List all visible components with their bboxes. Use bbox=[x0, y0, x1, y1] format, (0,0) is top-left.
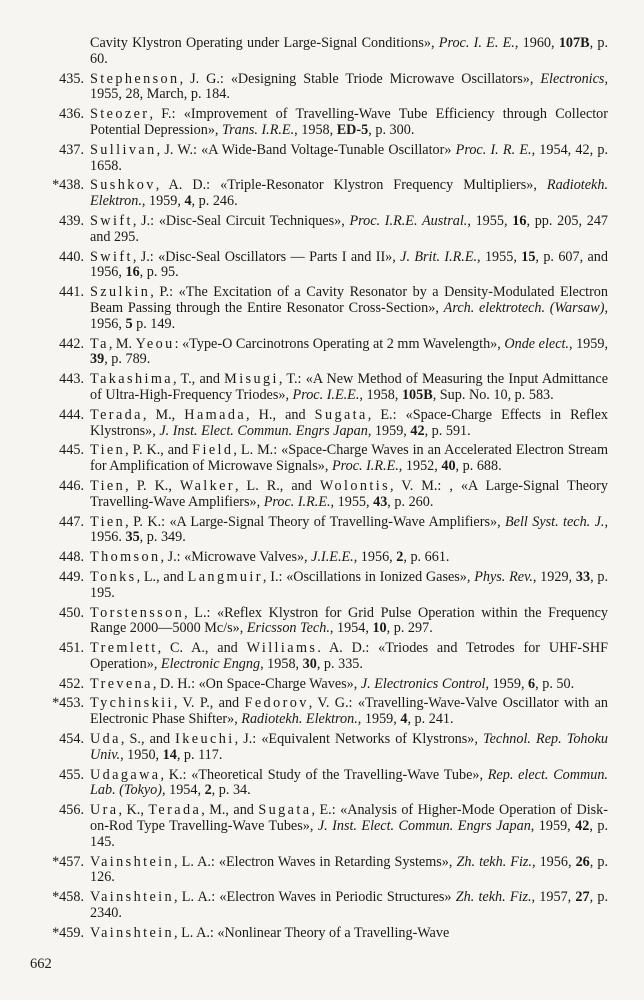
author-surname: Vainshtein bbox=[90, 853, 175, 870]
reference-text-segment: , 1929, bbox=[532, 568, 576, 585]
volume-number: 39 bbox=[90, 351, 105, 368]
reference-text-segment: Cavity Klystron Operating under Large-Signal Conditions», bbox=[90, 35, 439, 51]
reference-entry bbox=[30, 107, 608, 139]
reference-text-segment: , 1956, bbox=[90, 299, 609, 332]
reference-entry bbox=[30, 570, 608, 602]
reference-text-segment: , p. 60. bbox=[90, 35, 609, 67]
reference-text-segment: , L. A.: «Electron Waves in Retarding Systems», bbox=[174, 853, 457, 870]
journal-title: Zh. tekh. Fiz. bbox=[455, 889, 532, 906]
author-surname: Torstensson bbox=[90, 604, 185, 621]
reference-text bbox=[90, 732, 608, 764]
reference-text bbox=[90, 890, 608, 922]
journal-title: J. Inst. Elect. Commun. Engrs Japan bbox=[317, 818, 531, 835]
reference-text-segment: , p. 95. bbox=[139, 264, 179, 281]
author-surname: Ikeuchi bbox=[175, 731, 235, 748]
volume-number: 6 bbox=[528, 675, 536, 692]
author-surname: Tremlett bbox=[90, 640, 158, 657]
volume-number: 43 bbox=[373, 493, 388, 510]
reference-text-segment: , 1957, bbox=[531, 889, 576, 906]
journal-title: Bell Syst. tech. J. bbox=[505, 513, 605, 530]
reference-entry bbox=[30, 641, 608, 673]
reference-text-segment: , p. 789. bbox=[104, 351, 151, 368]
reference-list bbox=[30, 36, 608, 946]
reference-text-segment: , L.: «Reflex Klystron for Grid Pulse Operation within the Frequency Range 2000—5000 Mc/s», bbox=[90, 604, 608, 637]
reference-text bbox=[90, 372, 608, 404]
reference-entry bbox=[30, 408, 608, 440]
author-surname: Vainshtein bbox=[90, 889, 175, 906]
reference-text bbox=[90, 178, 608, 210]
reference-entry bbox=[30, 550, 608, 566]
author-surname: Walker bbox=[179, 477, 235, 494]
author-surname: Tien bbox=[90, 513, 126, 530]
reference-entry bbox=[30, 72, 608, 104]
journal-title: J.I.E.E. bbox=[311, 549, 354, 566]
volume-number: 10 bbox=[372, 620, 387, 637]
reference-text-segment: , J. G.: «Designing Stable Triode Microwave Oscillators», bbox=[179, 70, 541, 87]
reference-text-segment: , F.: «Improvement of Travelling-Wave Tube Efficiency through Collector Potential Depression», bbox=[90, 106, 608, 138]
author-surname: Terada bbox=[90, 406, 143, 423]
reference-text bbox=[90, 570, 608, 602]
reference-number: *459. bbox=[52, 924, 84, 941]
reference-number: 440. bbox=[59, 248, 84, 265]
reference-text bbox=[90, 214, 608, 246]
reference-number: 446. bbox=[59, 477, 84, 494]
reference-number: 445. bbox=[59, 442, 84, 459]
reference-text-segment: , J. W.: «A Wide-Band Voltage-Tunable Oscillator» bbox=[156, 141, 456, 158]
author-surname: Ura bbox=[90, 802, 119, 819]
reference-text-segment: , K.: «Theoretical Study of the Travelling-Wave Tube», bbox=[160, 766, 488, 783]
author-surname: Field bbox=[192, 442, 234, 459]
reference-text bbox=[90, 803, 608, 850]
reference-text-segment: , V. P., and bbox=[173, 695, 245, 712]
author-surname: Swift bbox=[90, 248, 133, 265]
reference-text-segment: , L., and bbox=[136, 568, 188, 585]
reference-text-segment: , pp. 205, 247 and 295. bbox=[90, 212, 609, 245]
author-surname: Tychinskii bbox=[90, 695, 174, 712]
reference-text-segment: , p. 50. bbox=[535, 675, 575, 692]
journal-title: Radiotekh. Elektron. bbox=[241, 711, 358, 728]
reference-text-segment: , p. 688. bbox=[455, 458, 502, 475]
reference-number: 439. bbox=[59, 212, 84, 229]
journal-title: Trans. I.R.E. bbox=[222, 121, 295, 138]
author-surname: Langmuir bbox=[187, 568, 263, 585]
journal-title: Technol. Rep. Tohoku Univ. bbox=[90, 731, 608, 763]
reference-text-segment: , 1959, bbox=[141, 193, 185, 210]
reference-text-segment: , 1954, bbox=[162, 782, 205, 799]
reference-text-segment: , L. A.: «Nonlinear Theory of a Travelling-Wave bbox=[174, 924, 450, 941]
journal-title: J. Brit. I.R.E. bbox=[400, 248, 478, 265]
author-surname: Tien bbox=[90, 477, 126, 494]
reference-entry bbox=[30, 677, 608, 693]
reference-text-segment: , 1959, bbox=[530, 818, 576, 835]
reference-text-segment: , 1959, bbox=[568, 335, 609, 352]
reference-text bbox=[90, 36, 608, 68]
reference-number: 456. bbox=[59, 802, 84, 819]
reference-entry bbox=[30, 926, 608, 942]
author-surname: Steozer bbox=[90, 106, 150, 123]
reference-text-segment: , T.: «A New Method of Measuring the Input Admittance of Ultra-High-Frequency Triodes», bbox=[90, 371, 608, 403]
reference-text bbox=[90, 107, 608, 139]
volume-number: 27 bbox=[575, 889, 590, 906]
reference-text bbox=[90, 677, 608, 693]
reference-text bbox=[90, 550, 608, 566]
journal-title: Electronic Engng bbox=[160, 655, 261, 672]
reference-text-segment: , A. D.: «Triple-Resonator Klystron Frequency Multipliers», bbox=[155, 177, 547, 194]
reference-entry bbox=[30, 337, 608, 369]
reference-text-segment: , E.: «Analysis of Higher-Mode Operation of Disk-on-Rod Type Travelling-Wave Tubes», bbox=[90, 802, 609, 835]
reference-text-segment: , p. 246. bbox=[191, 193, 238, 210]
journal-title: Zh. tekh. Fiz. bbox=[456, 853, 532, 870]
volume-number: 30 bbox=[302, 655, 317, 672]
journal-title: Proc. I.R.E. Austral. bbox=[349, 212, 468, 229]
reference-number: 450. bbox=[59, 604, 84, 621]
reference-text-segment: , 1959, bbox=[357, 711, 401, 728]
reference-text bbox=[90, 408, 608, 440]
author-surname: Terada bbox=[148, 802, 202, 819]
page-number: 662 bbox=[30, 956, 52, 972]
volume-number: 14 bbox=[162, 746, 177, 763]
reference-text-segment: , J.: «Microwave Valves», bbox=[160, 549, 312, 566]
author-surname: Thomson bbox=[90, 549, 161, 566]
author-surname: Sushkov bbox=[90, 177, 156, 194]
reference-text-segment: , P. K.: «A Large-Signal Theory of Travelling-Wave Amplifiers», bbox=[125, 513, 506, 530]
reference-text-segment: , p. 349. bbox=[139, 529, 186, 546]
author-surname: Tien bbox=[90, 442, 126, 459]
reference-number: 441. bbox=[59, 284, 84, 301]
reference-text-segment: , M. bbox=[108, 335, 136, 352]
reference-text-segment: , M., bbox=[142, 406, 185, 423]
reference-text-segment: , M., and bbox=[201, 802, 259, 819]
reference-text-segment: , p. 260. bbox=[387, 493, 434, 510]
reference-text-segment: , I.: «Oscillations in Ionized Gases», bbox=[262, 568, 475, 585]
reference-text-segment: , 1952, bbox=[398, 458, 442, 475]
reference-text-segment: , 1960, bbox=[514, 35, 559, 51]
reference-text-segment: , p. 297. bbox=[386, 620, 433, 637]
reference-text-segment: , 1955, bbox=[477, 248, 522, 265]
reference-number: 451. bbox=[59, 640, 84, 657]
reference-text-segment: , S., and bbox=[120, 731, 176, 748]
reference-text-segment: , p. 2340. bbox=[90, 889, 609, 922]
reference-number: *457. bbox=[52, 853, 84, 870]
author-surname: Sullivan bbox=[90, 141, 157, 158]
reference-text-segment: , 1950, bbox=[120, 746, 163, 763]
reference-text-segment: , 1956, bbox=[531, 853, 576, 870]
reference-text bbox=[90, 479, 608, 511]
reference-number: 444. bbox=[59, 406, 84, 423]
author-surname: Ta bbox=[90, 335, 109, 352]
reference-text-segment: , V. M.: , «A Large-Signal Theory Travelling-Wave Amplifiers», bbox=[90, 477, 608, 510]
volume-number: 15 bbox=[521, 248, 536, 265]
reference-text-segment: . A. D.: «Triodes and Tetrodes for UHF-SHF Operation», bbox=[90, 640, 608, 672]
author-surname: Swift bbox=[90, 212, 133, 229]
reference-entry bbox=[30, 606, 608, 638]
reference-entry bbox=[30, 372, 608, 404]
reference-number: 447. bbox=[59, 513, 84, 530]
author-surname: Fedorov bbox=[244, 695, 309, 712]
reference-entry bbox=[30, 250, 608, 282]
author-surname: Sugata bbox=[258, 802, 312, 819]
reference-entry bbox=[30, 515, 608, 547]
reference-number: *453. bbox=[52, 695, 84, 712]
reference-entry bbox=[30, 732, 608, 764]
journal-title: Arch. elektrotech. (Warsaw) bbox=[443, 299, 605, 316]
reference-entry bbox=[30, 696, 608, 728]
reference-text-segment: , V. G.: «Travelling-Wave-Valve Oscillator with an Electronic Phase Shifter», bbox=[90, 695, 608, 728]
volume-number: 105B bbox=[401, 386, 433, 403]
journal-title: Proc. I. R. E. bbox=[455, 141, 532, 158]
author-surname: Wolontis bbox=[319, 477, 391, 494]
author-surname: Trevena bbox=[90, 675, 153, 692]
author-surname: Yeou bbox=[135, 335, 175, 352]
volume-number: 42 bbox=[410, 422, 425, 439]
reference-entry bbox=[30, 214, 608, 246]
reference-entry bbox=[30, 143, 608, 175]
journal-title: Proc. I.E.E. bbox=[292, 386, 360, 403]
journal-title: Radiotekh. Elektron. bbox=[90, 177, 608, 210]
reference-text-segment: , L. R., and bbox=[235, 477, 320, 494]
journal-title: Proc. I.R.E. bbox=[263, 493, 331, 510]
author-surname: Uda bbox=[90, 731, 121, 748]
reference-text bbox=[90, 926, 608, 942]
volume-number: 2 bbox=[204, 782, 212, 799]
reference-text-segment: , p. 126. bbox=[90, 853, 609, 886]
reference-text-segment: , 1955, 28, March, p. 184. bbox=[90, 70, 608, 103]
reference-text bbox=[90, 641, 608, 673]
reference-entry bbox=[30, 803, 608, 850]
reference-text-segment: , K., bbox=[118, 802, 149, 819]
reference-text bbox=[90, 250, 608, 282]
reference-entry bbox=[30, 890, 608, 922]
reference-entry bbox=[30, 285, 608, 332]
reference-text-segment: , p. 607, and 1956, bbox=[90, 248, 608, 281]
reference-text-segment: , C. A., and bbox=[157, 640, 247, 657]
author-surname: Takashima bbox=[90, 371, 173, 388]
reference-text bbox=[90, 696, 608, 728]
volume-number: 4 bbox=[184, 193, 192, 210]
reference-text-segment: , J.: «Disc-Seal Circuit Techniques», bbox=[132, 212, 350, 229]
reference-text-segment: p. 149. bbox=[132, 315, 176, 332]
volume-number: 4 bbox=[400, 711, 408, 728]
reference-text-segment: , Sup. No. 10, p. 583. bbox=[432, 386, 554, 403]
reference-text-segment: , J.: «Disc-Seal Oscillators — Parts I and II», bbox=[132, 248, 401, 265]
reference-text-segment: , J.: «Equivalent Networks of Klystrons», bbox=[234, 731, 484, 748]
reference-text bbox=[90, 515, 608, 547]
reference-number: 443. bbox=[59, 371, 84, 388]
reference-number: 454. bbox=[59, 731, 84, 748]
reference-number: 436. bbox=[59, 106, 84, 123]
reference-text-segment: , 1955, bbox=[330, 493, 374, 510]
reference-entry bbox=[30, 768, 608, 800]
reference-text-segment: , 1956. bbox=[90, 513, 608, 546]
reference-number: 437. bbox=[59, 141, 84, 158]
reference-text-segment: , 1959, bbox=[367, 422, 411, 439]
author-surname: Hamada bbox=[184, 406, 247, 423]
reference-text bbox=[90, 72, 608, 104]
volume-number: 107B bbox=[558, 35, 590, 51]
reference-text bbox=[90, 606, 608, 638]
reference-text bbox=[90, 285, 608, 332]
reference-text bbox=[90, 443, 608, 475]
reference-number: 455. bbox=[59, 766, 84, 783]
volume-number: ED-5 bbox=[336, 121, 369, 138]
volume-number: 42 bbox=[575, 818, 590, 835]
reference-entry bbox=[30, 36, 608, 68]
volume-number: 16 bbox=[125, 264, 140, 281]
reference-number: 452. bbox=[59, 675, 84, 692]
reference-text-segment: , P. K., and bbox=[125, 442, 193, 459]
journal-title: Proc. I. E. E. bbox=[438, 35, 515, 51]
volume-number: 16 bbox=[512, 212, 527, 229]
author-surname: Szulkin bbox=[90, 284, 151, 301]
volume-number: 35 bbox=[125, 529, 140, 546]
reference-text-segment: , H., and bbox=[246, 406, 315, 423]
reference-text-segment: : «Type-O Carcinotrons Operating at 2 mm Wavelength», bbox=[174, 335, 505, 352]
reference-text bbox=[90, 337, 608, 369]
volume-number: 33 bbox=[575, 568, 591, 585]
journal-title: J. Inst. Elect. Commun. Engrs Japan bbox=[159, 422, 368, 439]
reference-text-segment: , 1956, bbox=[353, 549, 397, 566]
author-surname: Misugi bbox=[224, 371, 279, 388]
journal-title: Phys. Rev. bbox=[474, 568, 533, 585]
author-surname: Stephenson bbox=[90, 70, 180, 87]
journal-title: Rep. elect. Commun. Lab. (Tokyo) bbox=[90, 766, 608, 799]
reference-text-segment: , 1954, 42, p. 1658. bbox=[90, 141, 609, 174]
reference-number: 435. bbox=[59, 70, 84, 87]
journal-title: Onde elect. bbox=[504, 335, 569, 352]
reference-text-segment: , T., and bbox=[172, 371, 225, 388]
reference-text-segment: , p. 661. bbox=[403, 549, 450, 566]
reference-text-segment: , p. 117. bbox=[176, 746, 223, 763]
reference-text-segment: , E.: «Space-Charge Effects in Reflex Klystrons», bbox=[90, 406, 608, 439]
author-surname: Tonks bbox=[90, 568, 137, 585]
volume-number: 40 bbox=[441, 458, 456, 475]
reference-text-segment: , P.: «The Excitation of a Cavity Resonator by a Density-Modulated Electron Beam Passing through the Entire Resonator Cross-Section», bbox=[90, 284, 608, 316]
reference-number: *458. bbox=[52, 889, 84, 906]
reference-text-segment: , L. A.: «Electron Waves in Periodic Structures» bbox=[174, 889, 456, 906]
author-surname: Williams bbox=[246, 640, 318, 657]
reference-entry bbox=[30, 479, 608, 511]
reference-text-segment: , p. 335. bbox=[316, 655, 363, 672]
reference-text-segment: , D. H.: «On Space-Charge Waves», bbox=[152, 675, 361, 692]
reference-text bbox=[90, 855, 608, 887]
reference-text-segment: , 1958, bbox=[359, 386, 402, 403]
reference-text bbox=[90, 768, 608, 800]
reference-text-segment: , p. 34. bbox=[211, 782, 251, 799]
reference-text-segment: , P. K., bbox=[125, 477, 180, 494]
reference-entry bbox=[30, 855, 608, 887]
reference-number: 442. bbox=[59, 335, 84, 352]
author-surname: Udagawa bbox=[90, 766, 161, 783]
volume-number: 26 bbox=[575, 853, 590, 870]
journal-title: Proc. I.R.E. bbox=[331, 458, 399, 475]
reference-entry bbox=[30, 443, 608, 475]
volume-number: 2 bbox=[396, 549, 404, 566]
journal-title: Ericsson Tech. bbox=[246, 620, 330, 637]
reference-text-segment: , 1958, bbox=[294, 121, 337, 138]
reference-entry bbox=[30, 178, 608, 210]
reference-text-segment: , 1955, bbox=[467, 212, 513, 229]
reference-text-segment: , L. M.: «Space-Charge Waves in an Accelerated Electron Stream for Amplification of Microwave Signals», bbox=[90, 442, 609, 475]
journal-title: Electronics bbox=[540, 70, 605, 87]
reference-number: *438. bbox=[52, 177, 84, 194]
reference-number: 448. bbox=[59, 549, 84, 566]
author-surname: Vainshtein bbox=[90, 924, 175, 941]
reference-text-segment: , 1959, bbox=[485, 675, 529, 692]
reference-text bbox=[90, 143, 608, 175]
reference-text-segment: , 1954, bbox=[329, 620, 373, 637]
reference-text-segment: , p. 300. bbox=[368, 121, 415, 138]
reference-text-segment: , p. 195. bbox=[90, 568, 609, 601]
reference-text-segment: , p. 145. bbox=[90, 818, 608, 850]
reference-text-segment: , 1958, bbox=[260, 655, 303, 672]
reference-text-segment: , p. 241. bbox=[407, 711, 454, 728]
volume-number: 5 bbox=[125, 315, 133, 332]
reference-number: 449. bbox=[59, 568, 84, 585]
reference-text-segment: , p. 591. bbox=[424, 422, 471, 439]
journal-title: J. Electronics Control bbox=[360, 675, 486, 692]
author-surname: Sugata bbox=[314, 406, 368, 423]
